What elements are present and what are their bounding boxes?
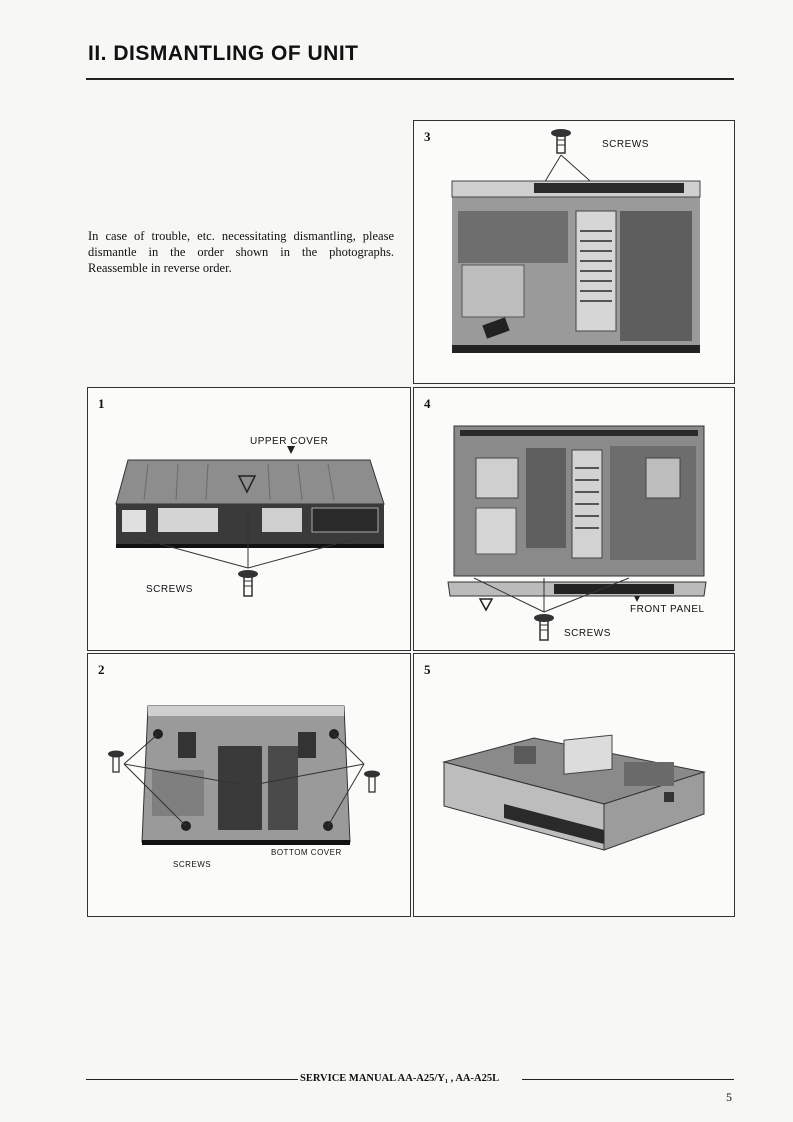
panel-number: 4 — [424, 396, 431, 411]
photo-top-open-unit — [414, 121, 734, 383]
photo-front-open-unit — [414, 654, 734, 916]
label-screws: SCREWS — [146, 584, 193, 595]
label-front-panel: FRONT PANEL — [630, 604, 705, 615]
panel-number: 2 — [98, 662, 105, 677]
footer-rule-left — [86, 1079, 298, 1080]
label-bottom-cover: BOTTOM COVER — [271, 848, 342, 857]
label-upper-cover: UPPER COVER — [250, 436, 329, 447]
panel-number: 5 — [424, 662, 431, 677]
panel-4 — [413, 387, 735, 651]
panel-2 — [87, 653, 411, 917]
page-number: 5 — [726, 1090, 732, 1104]
panel-number: 1 — [98, 396, 105, 411]
footer-text: SERVICE MANUAL AA-A25/Y₁ , AA-A25L — [300, 1073, 500, 1084]
panel-3 — [413, 120, 735, 384]
photo-rear-unit — [88, 388, 410, 650]
section-title: II. DISMANTLING OF UNIT — [88, 42, 359, 65]
screw-icon — [551, 129, 571, 153]
label-screws: SCREWS — [602, 139, 649, 150]
label-screws: SCREWS — [564, 628, 611, 639]
label-screws: SCREWS — [173, 860, 212, 869]
screw-icon — [364, 771, 380, 793]
panel-number: 3 — [424, 129, 431, 144]
title-rule — [86, 78, 734, 80]
panel-1 — [87, 387, 411, 651]
screw-icon — [534, 614, 554, 640]
footer-rule-right — [522, 1079, 734, 1080]
intro-paragraph: In case of trouble, etc. necessitating dismantling, please dismantle in the order shown in the photographs. Reassemble in reverse order. — [88, 229, 394, 275]
screw-icon — [108, 751, 124, 773]
panel-5 — [413, 653, 735, 917]
screw-icon — [238, 570, 258, 596]
photo-bottom-unit — [88, 654, 410, 916]
